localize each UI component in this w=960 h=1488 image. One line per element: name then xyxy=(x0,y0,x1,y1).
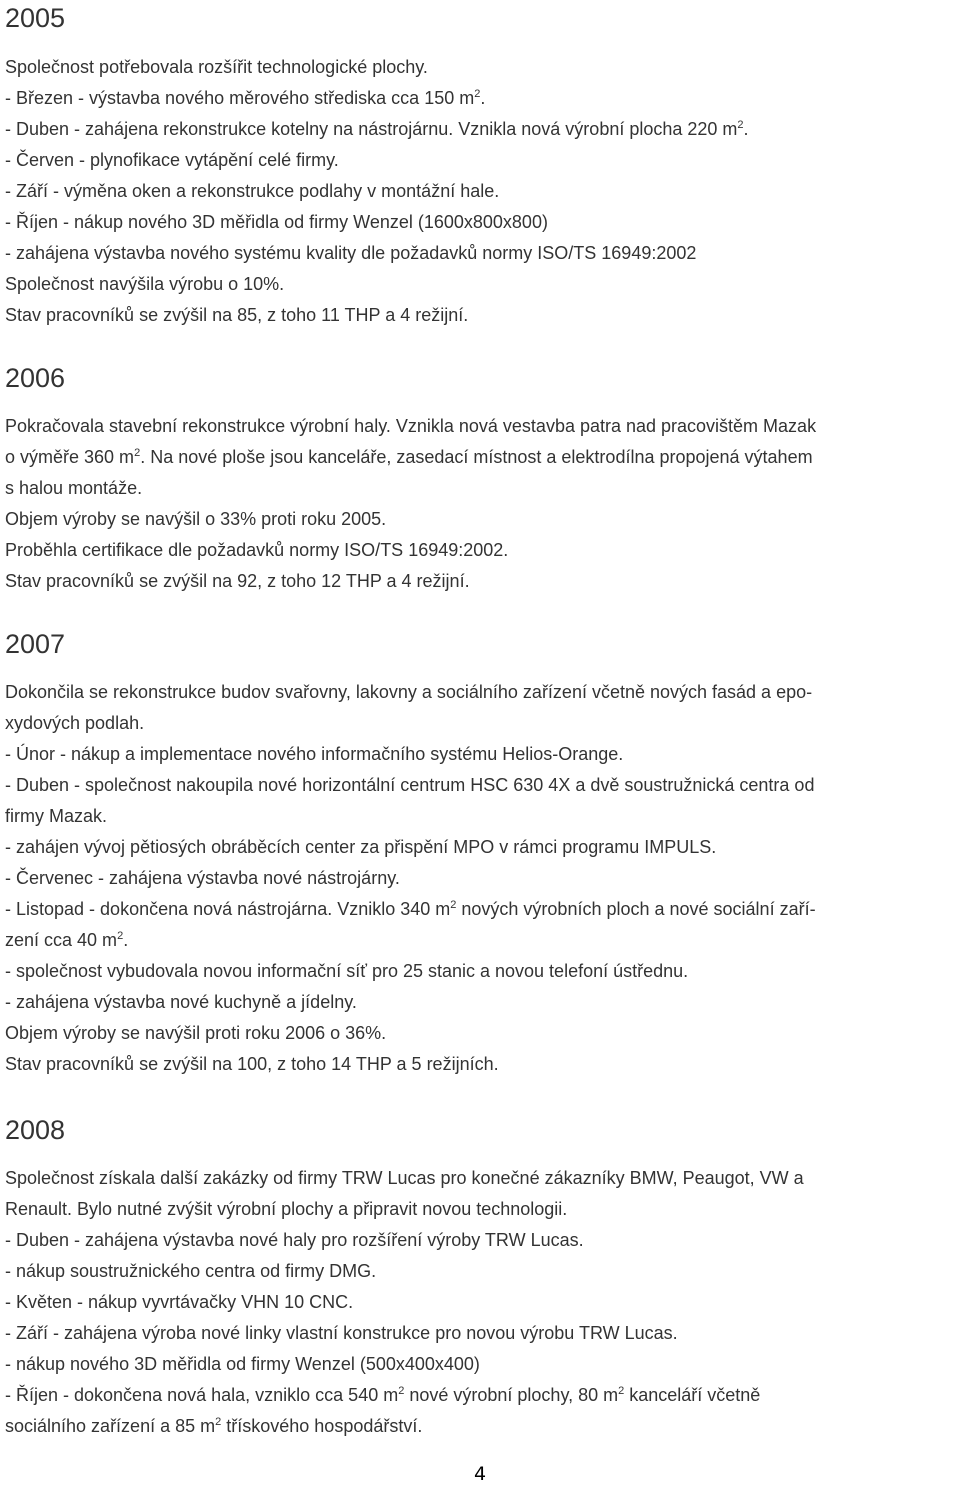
section-2005-body xyxy=(5,52,749,331)
section-2008-body xyxy=(5,1163,804,1442)
text-line xyxy=(5,863,816,894)
text-line xyxy=(5,300,749,331)
year-heading-2008: 2008 xyxy=(5,1115,66,1145)
text-line xyxy=(5,52,749,83)
text-segment: firmy Mazak. xyxy=(5,806,108,826)
text-segment: - Duben - zahájena výstavba nové haly pro rozšíření výroby TRW Lucas. xyxy=(5,1230,584,1250)
text-line xyxy=(5,145,749,176)
year-heading-2006: 2006 xyxy=(5,363,66,393)
section-2006-body xyxy=(5,411,816,597)
text-segment: nové výrobní plochy, 80 m xyxy=(404,1385,619,1405)
text-segment: s halou montáže. xyxy=(5,478,143,498)
text-line xyxy=(5,442,816,473)
text-segment: xydových podlah. xyxy=(5,713,145,733)
text-line xyxy=(5,801,816,832)
text-line xyxy=(5,894,816,925)
text-line xyxy=(5,1287,804,1318)
superscript: 2 xyxy=(737,119,744,131)
text-line xyxy=(5,739,816,770)
text-line xyxy=(5,1163,804,1194)
section-2007-body xyxy=(5,677,816,1080)
text-segment: zení cca 40 m xyxy=(5,930,118,950)
year-heading-2007: 2007 xyxy=(5,629,66,659)
superscript: 2 xyxy=(450,899,457,911)
text-line xyxy=(5,1194,804,1225)
text-line xyxy=(5,238,749,269)
text-segment: - nákup soustružnického centra od firmy DMG. xyxy=(5,1261,377,1281)
text-segment: Proběhla certifikace dle požadavků normy ISO/TS 16949:2002. xyxy=(5,540,509,560)
year-heading-2005: 2005 xyxy=(5,3,66,33)
text-line xyxy=(5,411,816,442)
text-segment: nových výrobních ploch a nové sociální zaří- xyxy=(456,899,816,919)
text-line xyxy=(5,176,749,207)
text-segment: Stav pracovníků se zvýšil na 100, z toho 14 THP a 5 režijních. xyxy=(5,1054,499,1074)
text-line xyxy=(5,207,749,238)
superscript: 2 xyxy=(474,88,481,100)
text-line xyxy=(5,535,816,566)
text-segment: sociálního zařízení a 85 m xyxy=(5,1416,216,1436)
text-line xyxy=(5,1411,804,1442)
superscript: 2 xyxy=(117,930,124,942)
superscript: 2 xyxy=(618,1385,625,1397)
text-line xyxy=(5,1225,804,1256)
text-line xyxy=(5,956,816,987)
text-line xyxy=(5,566,816,597)
text-segment: - Duben - společnost nakoupila nové horizontální centrum HSC 630 4X a dvě soustružnická centra od xyxy=(5,775,815,795)
text-segment: . xyxy=(743,119,749,139)
page-number: 4 xyxy=(473,1463,487,1485)
text-line xyxy=(5,1256,804,1287)
superscript: 2 xyxy=(215,1416,222,1428)
text-segment: - Únor - nákup a implementace nového informačního systému Helios-Orange. xyxy=(5,744,624,764)
text-segment: - zahájena výstavba nové kuchyně a jídelny. xyxy=(5,992,357,1012)
text-line xyxy=(5,708,816,739)
text-segment: Pokračovala stavební rekonstrukce výrobní haly. Vznikla nová vestavba patra nad pracovištěm Mazak xyxy=(5,416,817,436)
text-segment: - Květen - nákup vyvrtávačky VHN 10 CNC. xyxy=(5,1292,354,1312)
text-segment: třískového hospodářství. xyxy=(221,1416,423,1436)
text-segment: - Říjen - nákup nového 3D měřidla od firmy Wenzel (1600x800x800) xyxy=(5,212,548,232)
text-line xyxy=(5,1349,804,1380)
text-segment: Společnost navýšila výrobu o 10%. xyxy=(5,274,285,294)
text-segment: - Červen - plynofikace vytápění celé firmy. xyxy=(5,150,339,170)
text-segment: - Duben - zahájena rekonstrukce kotelny na nástrojárnu. Vznikla nová výrobní plocha 220 m xyxy=(5,119,738,139)
text-segment: Stav pracovníků se zvýšil na 92, z toho 12 THP a 4 režijní. xyxy=(5,571,470,591)
text-segment: . xyxy=(123,930,129,950)
text-segment: kanceláří včetně xyxy=(624,1385,761,1405)
superscript: 2 xyxy=(398,1385,405,1397)
text-line xyxy=(5,1049,816,1080)
text-line xyxy=(5,925,816,956)
text-segment: Společnost potřebovala rozšířit technologické plochy. xyxy=(5,57,428,77)
text-line xyxy=(5,832,816,863)
text-segment: Objem výroby se navýšil proti roku 2006 o 36%. xyxy=(5,1023,387,1043)
text-segment: - Březen - výstavba nového měrového střediska cca 150 m xyxy=(5,88,475,108)
text-segment: - Září - zahájena výroba nové linky vlastní konstrukce pro novou výrobu TRW Lucas. xyxy=(5,1323,678,1343)
text-line xyxy=(5,269,749,300)
text-line xyxy=(5,677,816,708)
text-line xyxy=(5,1018,816,1049)
text-line xyxy=(5,473,816,504)
text-segment: - zahájena výstavba nového systému kvality dle požadavků normy ISO/TS 16949:2002 xyxy=(5,243,697,263)
superscript: 2 xyxy=(134,447,141,459)
text-segment: - nákup nového 3D měřidla od firmy Wenzel (500x400x400) xyxy=(5,1354,480,1374)
text-segment: - Listopad - dokončena nová nástrojárna. Vzniklo 340 m xyxy=(5,899,451,919)
text-segment: Dokončila se rekonstrukce budov svařovny, lakovny a sociálního zařízení včetně nových fasád a epo- xyxy=(5,682,813,702)
text-segment: Objem výroby se navýšil o 33% proti roku 2005. xyxy=(5,509,387,529)
text-segment: - Červenec - zahájena výstavba nové nástrojárny. xyxy=(5,868,400,888)
text-segment: Stav pracovníků se zvýšil na 85, z toho 11 THP a 4 režijní. xyxy=(5,305,469,325)
text-line xyxy=(5,987,816,1018)
text-line xyxy=(5,1318,804,1349)
text-segment: . Na nové ploše jsou kanceláře, zasedací místnost a elektrodílna propojená výtahem xyxy=(140,447,813,467)
text-segment: - společnost vybudovala novou informační síť pro 25 stanic a novou telefoní ústřednu. xyxy=(5,961,689,981)
text-line xyxy=(5,114,749,145)
text-line xyxy=(5,1380,804,1411)
text-segment: o výměře 360 m xyxy=(5,447,135,467)
text-segment: Renault. Bylo nutné zvýšit výrobní plochy a připravit novou technologii. xyxy=(5,1199,568,1219)
text-segment: - Září - výměna oken a rekonstrukce podlahy v montážní hale. xyxy=(5,181,500,201)
text-line xyxy=(5,770,816,801)
text-segment: Společnost získala další zakázky od firmy TRW Lucas pro konečné zákazníky BMW, Peaugot, VW a xyxy=(5,1168,804,1188)
text-segment: . xyxy=(480,88,486,108)
text-line xyxy=(5,83,749,114)
text-segment: - zahájen vývoj pětiosých obráběcích center za přispění MPO v rámci programu IMPULS. xyxy=(5,837,717,857)
text-line xyxy=(5,504,816,535)
text-segment: - Říjen - dokončena nová hala, vzniklo cca 540 m xyxy=(5,1385,399,1405)
